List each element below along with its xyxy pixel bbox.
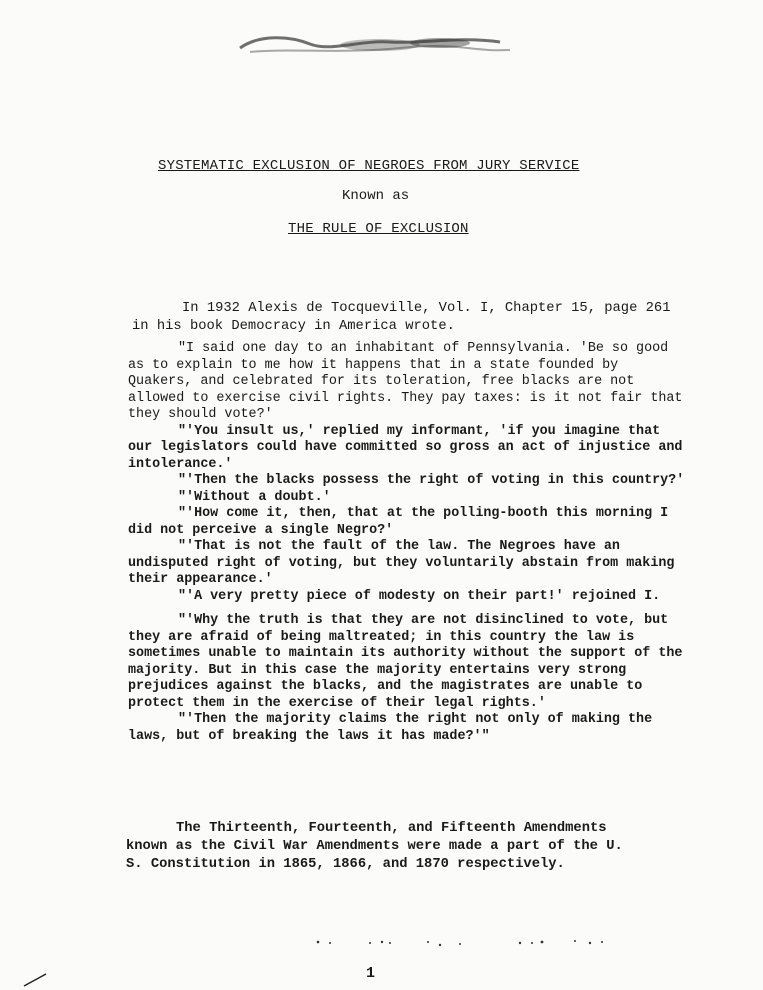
known-as-line: Known as	[342, 188, 410, 204]
quote-paragraph-4: "'Without a doubt.'	[178, 489, 331, 505]
quote-paragraph-1: "I said one day to an inhabitant of Pennsylvania. 'Be so good as to explain to me how it happens that in a state founded by Quakers, and celebrated for its toleration, free blacks are not allowed to exercise civil rights. They pay taxes: is it not fair that they should vote?'	[128, 341, 683, 422]
quote-paragraph-8: "'Why the truth is that they are not disinclined to vote, but they are afraid of being maltreated; in this country the law is sometimes unable to maintain its authority without the support of the majority. But in this case the majority entertains very strong prejudices against the blacks, and the magistrates are unable to protect them in the exercise of their legal rights.'	[128, 613, 683, 711]
footer-specks	[310, 938, 610, 948]
quote-paragraph-7: "'A very pretty piece of modesty on their part!' rejoined I.	[178, 588, 661, 604]
quote-paragraph-6: "'That is not the fault of the law. The Negroes have an undisputed right of voting, but they voluntarily abstain from making their appearance.'	[128, 539, 675, 587]
page-number: 1	[366, 965, 376, 982]
margin-pen-mark	[22, 968, 50, 988]
header-smudge	[230, 30, 520, 62]
quote-paragraph-2: "'You insult us,' replied my informant, 'if you imagine that our legislators could have committed so gross an act of injustice and intolerance.'	[128, 423, 683, 472]
quote-block	[128, 341, 688, 745]
document-title: SYSTEMATIC EXCLUSION OF NEGROES FROM JURY SERVICE	[158, 158, 580, 174]
closing-paragraph: The Thirteenth, Fourteenth, and Fifteenth Amendments known as the Civil War Amendments were made a part of the U. S. Constitution in 1865, 1866, and 1870 respectively.	[126, 820, 623, 872]
quote-paragraph-5: "'How come it, then, that at the polling-booth this morning I did not perceive a single Negro?'	[128, 506, 669, 538]
quote-paragraph-9: "'Then the majority claims the right not only of making the laws, but of breaking the laws it has made?'"	[128, 712, 653, 744]
quote-paragraph-3: "'Then the blacks possess the right of voting in this country?'	[178, 473, 685, 488]
intro-paragraph: In 1932 Alexis de Tocqueville, Vol. I, Chapter 15, page 261 in his book Democracy in America wrote.	[132, 300, 671, 334]
document-subtitle: THE RULE OF EXCLUSION	[288, 221, 469, 237]
